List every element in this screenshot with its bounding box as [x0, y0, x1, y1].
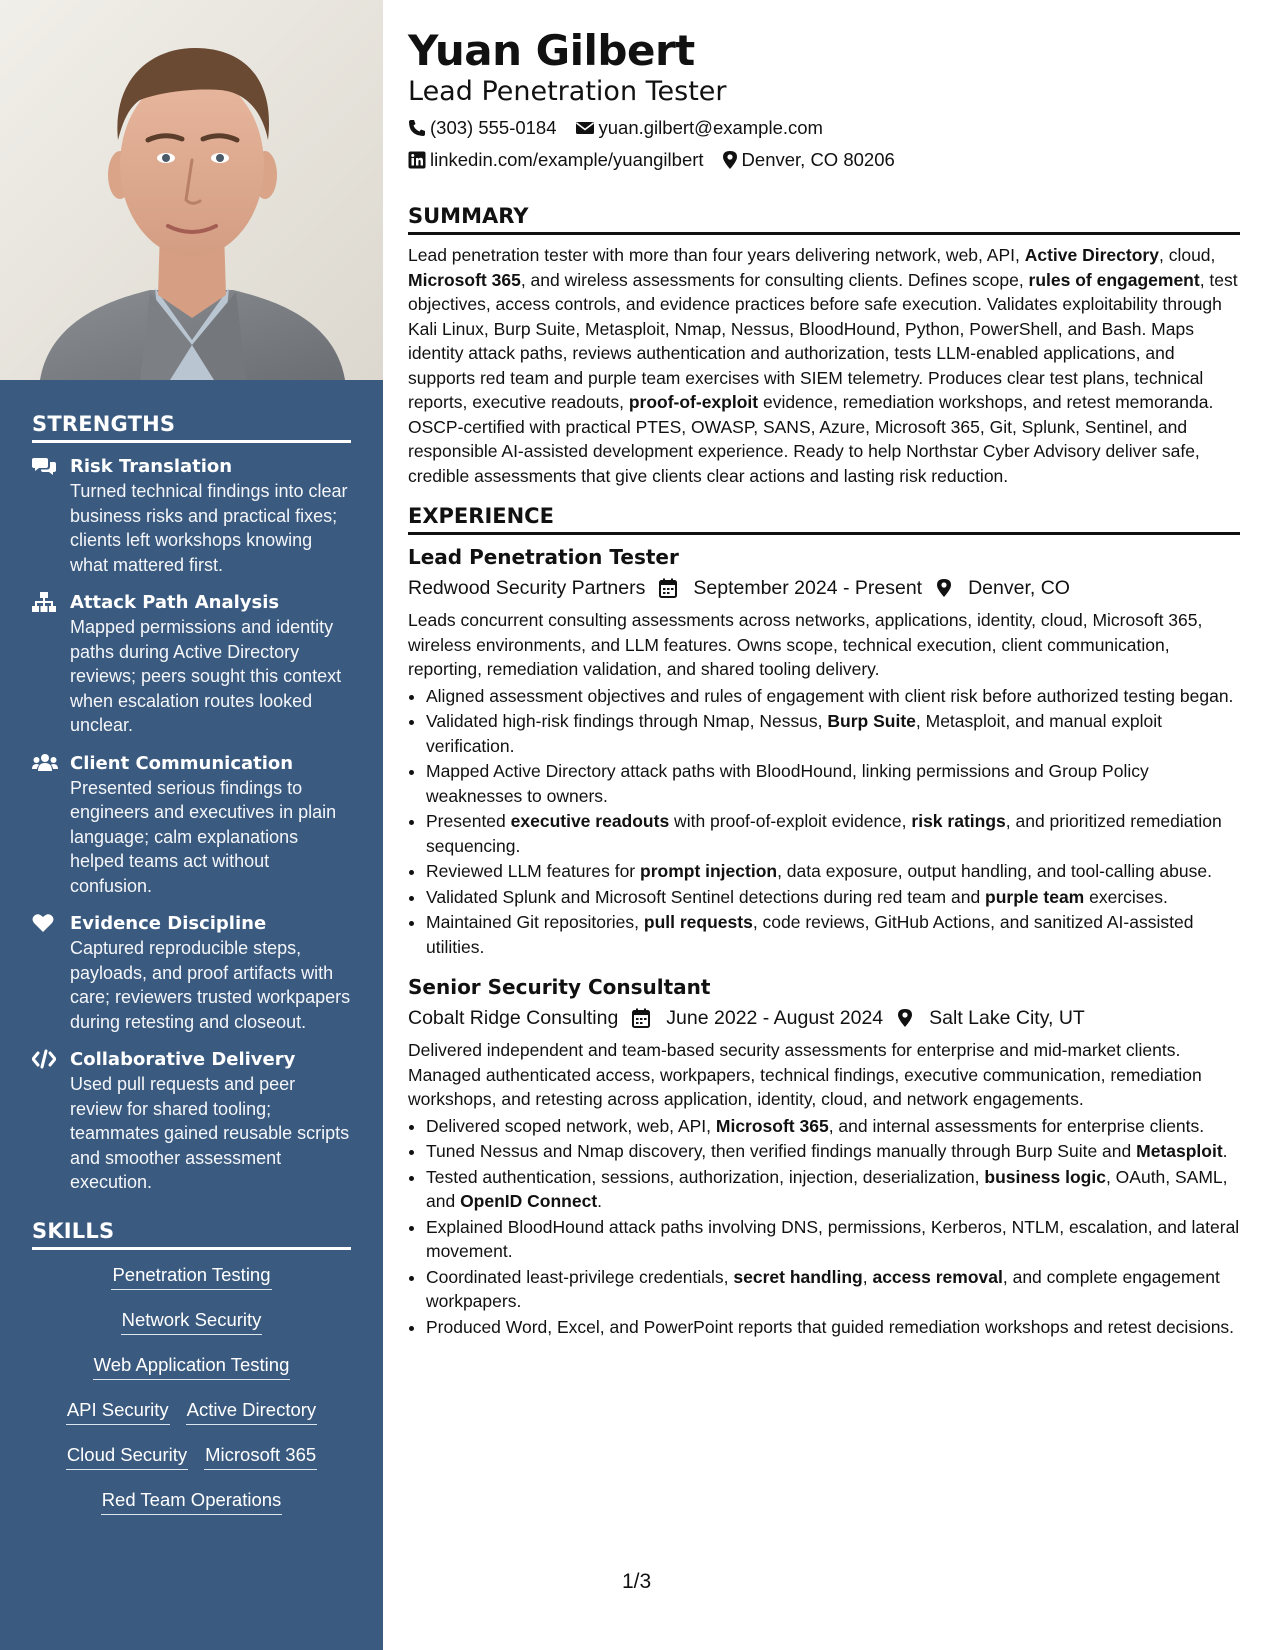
job-location-text: Denver, CO [968, 577, 1070, 599]
text-run: Validated high-risk findings through Nmap, Nessus, [426, 711, 828, 731]
candidate-name: Yuan Gilbert [408, 26, 695, 75]
bullet-item [426, 859, 1240, 884]
phone-text: (303) 555-0184 [430, 117, 557, 138]
linkedin-icon [408, 151, 426, 169]
strength-desc: Mapped permissions and identity paths during Active Directory reviews; peers sought this context when escalation routes looked unclear. [70, 617, 342, 735]
job-location-text: Salt Lake City, UT [929, 1007, 1085, 1029]
strength-item [32, 455, 351, 577]
code-icon [32, 1048, 70, 1195]
comments-icon [32, 455, 70, 577]
text-run: , data exposure, output handling, and tool-calling abuse. [777, 861, 1212, 881]
job-company: Redwood Security Partners [408, 577, 646, 599]
job-entry [408, 973, 1240, 1339]
emphasis-text: Microsoft 365 [408, 269, 521, 290]
location-text: Denver, CO 80206 [741, 149, 895, 170]
emphasis-text: Burp Suite [827, 711, 916, 731]
emphasis-text: business logic [984, 1166, 1106, 1187]
bullet-item [426, 1215, 1240, 1264]
calendar-icon [659, 578, 685, 598]
location-contact [722, 149, 895, 171]
map-pin-icon [897, 1008, 921, 1028]
strength-desc: Captured reproducible steps, payloads, and proof artifacts with care; reviewers trusted workpapers during retesting and closeout. [70, 938, 351, 1032]
text-run: Maintained Git repositories, [426, 912, 644, 932]
text-run: Lead penetration tester with more than four years delivering network, web, API, [408, 245, 1025, 265]
text-run: , [862, 1266, 873, 1287]
skill-tag: Red Team Operations [101, 1489, 283, 1515]
page-number: 1/3 [622, 1570, 652, 1593]
bullet-item [426, 1265, 1240, 1314]
job-location [936, 574, 1070, 602]
skills-list [32, 1262, 351, 1515]
text-run: Aligned assessment objectives and rules of engagement with client risk before authorized testing began. [426, 685, 1234, 706]
strength-item [32, 1048, 351, 1195]
strength-item [32, 752, 351, 899]
skill-tag: Network Security [121, 1309, 263, 1335]
map-pin-icon [936, 578, 960, 598]
skill-row [32, 1399, 351, 1425]
contact-row [408, 146, 1240, 174]
strengths-heading: STRENGTHS [32, 412, 351, 443]
emphasis-text: Active Directory [1024, 245, 1159, 265]
sidebar-content [32, 412, 351, 1534]
bullet-item [426, 809, 1240, 858]
job-bullets [408, 1114, 1240, 1340]
job-bullets [408, 684, 1240, 960]
main-content [408, 0, 1240, 1340]
job-entry [408, 543, 1240, 959]
job-location [897, 1004, 1085, 1032]
text-run: , and wireless assessments for consulting clients. Defines scope, [520, 269, 1029, 290]
job-description: Delivered independent and team-based security assessments for enterprise and mid-market clients. Managed authenticated access, workpapers, technical findings, executive communication, remediation workshops, and retesting across application, identity, cloud, and network engagements. [408, 1040, 1202, 1109]
text-run: Mapped Active Directory attack paths with BloodHound, linking permissions and Group Policy weaknesses to owners. [426, 761, 1149, 806]
sidebar [0, 0, 383, 1650]
text-run: Coordinated least-privilege credentials, [426, 1266, 734, 1287]
heart-icon [32, 912, 70, 1034]
calendar-icon [632, 1008, 658, 1028]
skills-heading: SKILLS [32, 1219, 351, 1250]
contact-row [408, 114, 1240, 142]
emphasis-text: risk ratings [911, 811, 1006, 831]
job-meta [408, 1004, 1240, 1032]
emphasis-text: proof-of-exploit [628, 392, 759, 412]
text-run: , Metasploit, and manual exploit verification. [426, 711, 1163, 756]
sitemap-icon [32, 591, 70, 738]
skill-row [32, 1309, 351, 1335]
emphasis-text: Microsoft 365 [715, 1115, 829, 1136]
skill-row [32, 1444, 351, 1470]
bullet-item [426, 1139, 1240, 1164]
emphasis-text: executive readouts [510, 811, 670, 831]
emphasis-text: purple team [985, 886, 1085, 907]
skill-tag: Active Directory [186, 1399, 318, 1425]
users-icon [32, 752, 70, 899]
emphasis-text: OpenID Connect [460, 1191, 598, 1211]
experience-heading: EXPERIENCE [408, 504, 1240, 535]
job-dates [659, 574, 922, 602]
summary-heading: SUMMARY [408, 204, 1240, 235]
bullet-item [426, 1165, 1240, 1214]
job-dates-text: September 2024 - Present [693, 577, 923, 599]
text-run: , OAuth, SAML, and [426, 1166, 1228, 1211]
strength-title: Client Communication [70, 752, 294, 774]
skill-row [32, 1354, 351, 1380]
job-description: Leads concurrent consulting assessments across networks, applications, identity, cloud, Microsoft 365, wireless environments, and LLM features. Owns scope, technical execution, client communication, reporting, remediation validation, and shared tooling delivery. [408, 610, 1203, 679]
email-contact[interactable] [575, 117, 823, 139]
text-run: , and internal assessments for enterprise clients. [828, 1115, 1205, 1136]
profile-photo-illustration [0, 0, 383, 380]
bullet-item [426, 759, 1240, 808]
text-run: . [1222, 1141, 1228, 1161]
strength-title: Risk Translation [70, 456, 233, 477]
text-run: exercises. [1084, 886, 1168, 907]
skill-tag: Cloud Security [66, 1444, 188, 1470]
phone-contact [408, 117, 557, 139]
emphasis-text: pull requests [643, 912, 753, 932]
skill-tag: Microsoft 365 [204, 1444, 317, 1470]
skill-tag: API Security [66, 1399, 170, 1425]
text-run: Reviewed LLM features for [426, 861, 640, 881]
strength-title: Attack Path Analysis [70, 592, 280, 613]
strength-desc: Used pull requests and peer review for shared tooling; teammates gained reusable scripts and smoother assessment execution. [70, 1074, 350, 1192]
text-run: Tested authentication, sessions, authorization, injection, deserialization, [426, 1166, 985, 1187]
text-run: , and complete engagement workpapers. [426, 1266, 1220, 1311]
linkedin-text[interactable]: linkedin.com/example/yuangilbert [430, 149, 704, 170]
envelope-icon [575, 120, 595, 136]
emphasis-text: prompt injection [640, 861, 778, 881]
text-run: , test objectives, access controls, and evidence practices before safe execution. Validates exploitability through Kali Linux, Burp Suite, Metasploit, Nmap, Nessus, BloodHound, Python, PowerShell, and Bash. Maps identity attack paths, reviews authentication and authorization, tests LLM-enabled applications, and supports red team and purple team exercises with SIEM telemetry. Produces clear test plans, technical reports, executive readouts, [408, 269, 1238, 412]
job-dates [632, 1004, 883, 1032]
job-title: Senior Security Consultant [408, 975, 711, 999]
text-run: Validated Splunk and Microsoft Sentinel detections during red team and [426, 886, 986, 907]
bullet-item [426, 684, 1240, 709]
summary-text [408, 243, 1240, 488]
job-meta [408, 574, 1240, 602]
strength-desc: Turned technical findings into clear business risks and practical fixes; clients left workshops knowing what mattered first. [70, 481, 348, 575]
strength-item [32, 591, 351, 738]
email-text[interactable]: yuan.gilbert@example.com [598, 117, 823, 138]
text-run: with proof-of-exploit evidence, [669, 811, 912, 831]
text-run: Explained BloodHound attack paths involving DNS, permissions, Kerberos, NTLM, escalation, and lateral movement. [426, 1216, 1240, 1261]
strength-desc: Presented serious findings to engineers and executives in plain language; calm explanations helped teams act without confusion. [70, 777, 337, 896]
bullet-item [426, 1114, 1240, 1139]
strength-title: Collaborative Delivery [70, 1049, 296, 1070]
experience-list [408, 543, 1240, 1339]
text-run: evidence, remediation workshops, and retest memoranda. OSCP-certified with practical PTES, OWASP, SANS, Azure, Microsoft 365, Git, Splunk, Sentinel, and responsible AI-assisted development experience. Ready to help Northstar Cyber Advisory deliver safe, credible assessments that give clients clear actions and lasting risk reduction. [408, 392, 1214, 486]
job-company: Cobalt Ridge Consulting [408, 1007, 619, 1029]
text-run: Presented [426, 811, 511, 831]
map-pin-icon [722, 150, 738, 170]
text-run: Delivered scoped network, web, API, [426, 1115, 716, 1136]
candidate-role: Lead Penetration Tester [408, 76, 727, 107]
text-run: , code reviews, GitHub Actions, and sanitized AI-assisted utilities. [426, 912, 1194, 957]
text-run: , and prioritized remediation sequencing. [426, 811, 1222, 856]
linkedin-contact[interactable] [408, 149, 704, 171]
bullet-item [426, 709, 1240, 758]
skill-row [32, 1264, 351, 1290]
bullet-item [426, 1315, 1240, 1340]
skill-tag: Web Application Testing [93, 1354, 291, 1380]
emphasis-text: rules of engagement [1028, 269, 1200, 290]
text-run: , cloud, [1158, 245, 1216, 265]
strength-item [32, 912, 351, 1034]
bullet-item [426, 910, 1240, 959]
emphasis-text: access removal [872, 1266, 1003, 1287]
emphasis-text: Metasploit [1136, 1141, 1223, 1161]
text-run: . [597, 1191, 603, 1211]
strength-title: Evidence Discipline [70, 913, 267, 934]
emphasis-text: secret handling [733, 1266, 863, 1287]
bullet-item [426, 885, 1240, 910]
text-run: Produced Word, Excel, and PowerPoint reports that guided remediation workshops and retest decisions. [426, 1316, 1235, 1337]
job-dates-text: June 2022 - August 2024 [666, 1007, 884, 1029]
text-run: Tuned Nessus and Nmap discovery, then verified findings manually through Burp Suite and [426, 1141, 1137, 1161]
profile-photo [0, 0, 383, 380]
skill-tag: Penetration Testing [111, 1264, 271, 1290]
phone-icon [408, 119, 426, 137]
skill-row [32, 1489, 351, 1515]
job-title: Lead Penetration Tester [408, 545, 679, 569]
